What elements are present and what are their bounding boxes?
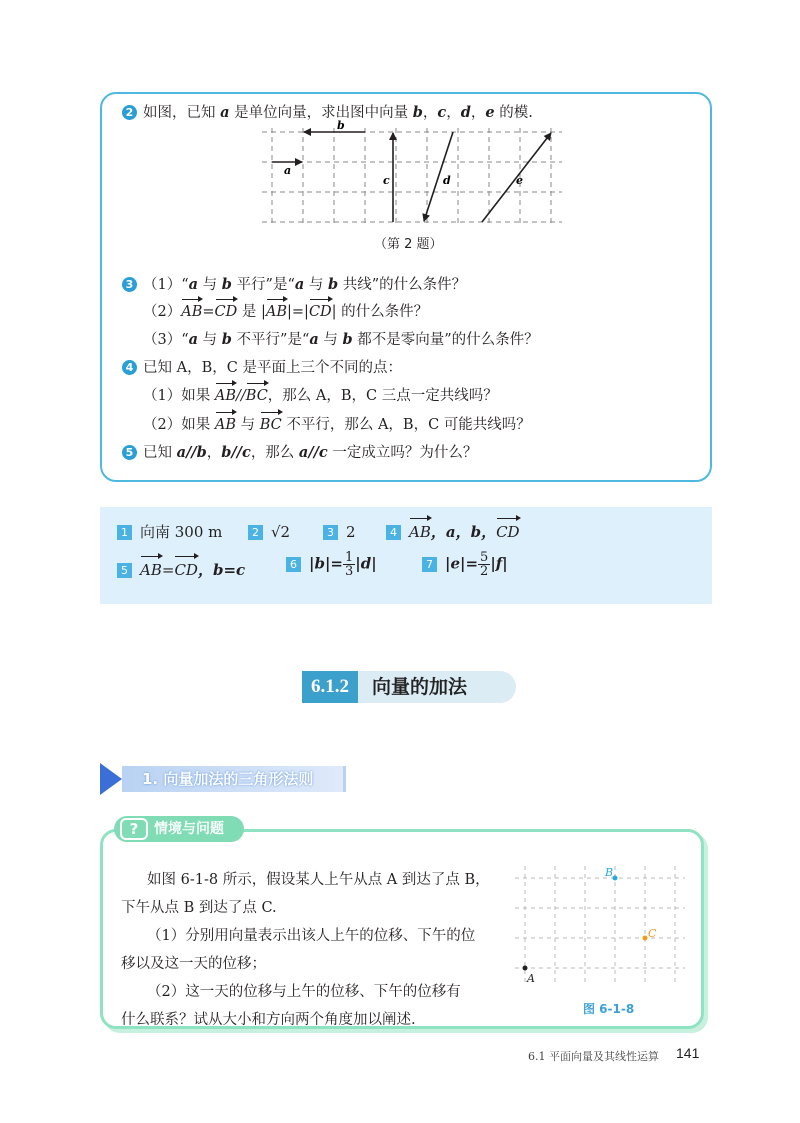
- vector-ab: AB: [214, 388, 236, 404]
- exercise-box: [100, 92, 712, 482]
- q2-text: 如图，已知: [143, 105, 221, 121]
- answer-text: √2: [271, 523, 291, 541]
- answer-7: [422, 551, 508, 578]
- subsection-title: 1. 向量加法的三角形法则: [142, 770, 314, 788]
- situation-line-6: 什么联系？试从大小和方向两个角度加以阐述.: [121, 1012, 416, 1028]
- q2-text: 是单位向量，求出图中向量: [229, 105, 413, 121]
- q3-b: b: [221, 276, 232, 293]
- question-4: [122, 358, 402, 378]
- situation-line-4: 移以及这一天的位移；: [121, 956, 266, 972]
- q3-b: b: [327, 276, 339, 293]
- question-3-part-2: [143, 302, 428, 322]
- figure-caption: 图 6-1-8: [583, 1002, 635, 1016]
- question-4-part-2: [143, 415, 531, 435]
- answer-number: 6: [286, 557, 301, 572]
- fraction-denominator: 3: [344, 564, 354, 579]
- q5-expr: a//c: [298, 444, 328, 461]
- answer-3: [323, 521, 356, 543]
- question-3-part-3: [143, 330, 539, 350]
- q2-e: e: [485, 104, 495, 121]
- fraction-denominator: 2: [480, 564, 489, 579]
- q2-c: c: [437, 104, 447, 121]
- q2-sep: ，: [422, 105, 438, 121]
- triangle-marker-icon: [100, 763, 122, 795]
- situation-tab-label: 情境与问题: [154, 821, 224, 837]
- answer-text: 向南 300 m: [140, 523, 223, 541]
- fraction: [343, 551, 355, 578]
- answer-4: [386, 521, 520, 543]
- q5-text: 一定成立吗？为什么？: [327, 445, 478, 461]
- equals: =: [161, 561, 175, 579]
- answer-5: [117, 559, 245, 581]
- q3-text: 共线”的什么条件？: [338, 277, 467, 293]
- vector-ab: AB: [265, 304, 288, 320]
- displacement-grid-figure: [515, 866, 685, 998]
- q3-text: 与: [318, 332, 343, 348]
- answer-text: |e|=: [445, 554, 479, 573]
- q4-intro: 已知 A，B，C 是平面上三个不同的点：: [143, 360, 402, 376]
- answers-box: [100, 507, 712, 604]
- vector-ab: AB: [409, 523, 431, 541]
- q3-text: 是 |: [237, 304, 266, 320]
- label-point-a: A: [527, 972, 535, 985]
- q4-text: ，那么 A，B，C 三点一定共线吗？: [267, 388, 498, 404]
- question-4-part-1: [143, 386, 498, 406]
- q3-text: “: [181, 277, 189, 293]
- label-a: a: [284, 164, 292, 177]
- q3-text: 不平行”是“: [231, 332, 310, 348]
- q5-expr: a//b: [176, 444, 207, 461]
- q3-text: 与: [198, 332, 222, 348]
- q2-d: d: [460, 104, 471, 121]
- q4-text: 与: [235, 417, 260, 433]
- q4-text: 如果: [181, 417, 215, 433]
- label-e: e: [516, 174, 523, 187]
- q5-text: 已知: [143, 445, 177, 461]
- section-label: 向量的加法: [358, 671, 516, 703]
- part-label: （2）: [143, 304, 182, 320]
- q2-text: 的模.: [494, 105, 533, 121]
- part-label: （1）: [143, 388, 182, 404]
- section-number: 6.1.2: [302, 671, 358, 703]
- situation-line-5: （2）这一天的位移与上午的位移、下午的位移有: [147, 984, 461, 1000]
- answer-text: ，b=c: [197, 561, 246, 579]
- q3-b: b: [221, 331, 232, 348]
- q3-text: 与: [304, 277, 328, 293]
- answer-text: |d|: [355, 554, 377, 573]
- answer-number: 2: [248, 525, 263, 540]
- q4-text: 不平行，那么 A，B，C 可能共线吗？: [281, 417, 531, 433]
- q3-a: a: [309, 331, 319, 348]
- answer-2: [248, 521, 290, 543]
- vector-cd: CD: [214, 304, 238, 320]
- fraction-numerator: 5: [480, 550, 489, 565]
- situation-line-3: （1）分别用向量表示出该人上午的位移、下午的位: [147, 928, 476, 944]
- answer-number: 1: [117, 525, 132, 540]
- answer-text: |f|: [490, 554, 508, 573]
- question-number: 5: [122, 445, 137, 460]
- q2-b: b: [412, 104, 423, 121]
- q3-text: 与: [198, 277, 222, 293]
- vector-ab: AB: [214, 417, 236, 433]
- vector-ab: AB: [140, 561, 162, 579]
- question-5: [122, 443, 477, 463]
- parallel-sign: //: [235, 388, 246, 404]
- situation-line-2: 下午从点 B 到达了点 C.: [121, 900, 277, 916]
- vector-grid-figure: [262, 119, 562, 226]
- answer-text: ，a，b，: [430, 523, 497, 541]
- label-c: c: [383, 174, 390, 187]
- vector-bc: BC: [245, 388, 268, 404]
- q3-text: 都不是零向量”的什么条件？: [352, 332, 539, 348]
- answer-text: 2: [346, 523, 356, 541]
- page-number: 141: [676, 1045, 700, 1061]
- q3-b: b: [342, 331, 353, 348]
- answer-number: 7: [422, 557, 437, 572]
- label-point-c: C: [648, 927, 657, 940]
- vector-cd: CD: [308, 304, 332, 320]
- question-2: [122, 103, 533, 123]
- answer-number: 4: [386, 525, 401, 540]
- vector-ab: AB: [181, 304, 203, 320]
- q4-text: 如果: [181, 388, 215, 404]
- label-point-b: B: [605, 866, 614, 879]
- q3-a: a: [294, 276, 305, 293]
- question-number: 3: [122, 277, 137, 292]
- point-b: [613, 876, 618, 881]
- point-c: [643, 936, 648, 941]
- part-label: （2）: [143, 417, 182, 433]
- q3-a: a: [188, 331, 199, 348]
- answer-1: [117, 521, 222, 543]
- part-label: （3）: [143, 332, 182, 348]
- q3-text: |=|: [287, 304, 309, 320]
- q3-a: a: [188, 276, 199, 293]
- q3-text: “: [181, 332, 189, 348]
- question-mark-icon: ?: [120, 818, 148, 840]
- footer-section-name: 6.1 平面向量及其线性运算: [528, 1050, 659, 1063]
- vector-bc: BC: [259, 417, 282, 433]
- question-3-part-1: [122, 275, 466, 295]
- answer-number: 5: [117, 563, 132, 578]
- grid-lines: [515, 866, 685, 986]
- answer-number: 3: [323, 525, 338, 540]
- point-a: [523, 966, 528, 971]
- q5-expr: b//c: [221, 444, 251, 461]
- label-d: d: [443, 174, 451, 187]
- q2-sep: ，: [446, 105, 461, 121]
- situation-tab: [114, 816, 244, 842]
- answer-text: |b|=: [309, 554, 343, 573]
- q2-sep: ，: [470, 105, 486, 121]
- situation-line-1: 如图 6-1-8 所示，假设某人上午从点 A 到达了点 B，: [147, 872, 490, 888]
- fraction-numerator: 1: [344, 550, 354, 565]
- part-label: （1）: [143, 277, 182, 293]
- equals: =: [202, 304, 215, 320]
- q2-a: a: [220, 104, 230, 121]
- q3-text: 平行”是“: [231, 277, 295, 293]
- question-number: 2: [122, 105, 137, 120]
- label-b: b: [337, 119, 345, 132]
- vector-cd: CD: [496, 523, 520, 541]
- vector-cd: CD: [174, 561, 198, 579]
- subsection-banner: [100, 763, 350, 795]
- fraction: [478, 551, 490, 578]
- answer-6: [286, 551, 377, 578]
- q5-sep: ，: [206, 445, 222, 461]
- situation-box: [100, 829, 704, 1029]
- figure-caption: （第 2 题）: [374, 237, 443, 252]
- question-number: 4: [122, 360, 137, 375]
- q5-text: ，那么: [250, 445, 299, 461]
- q3-text: | 的什么条件？: [331, 304, 429, 320]
